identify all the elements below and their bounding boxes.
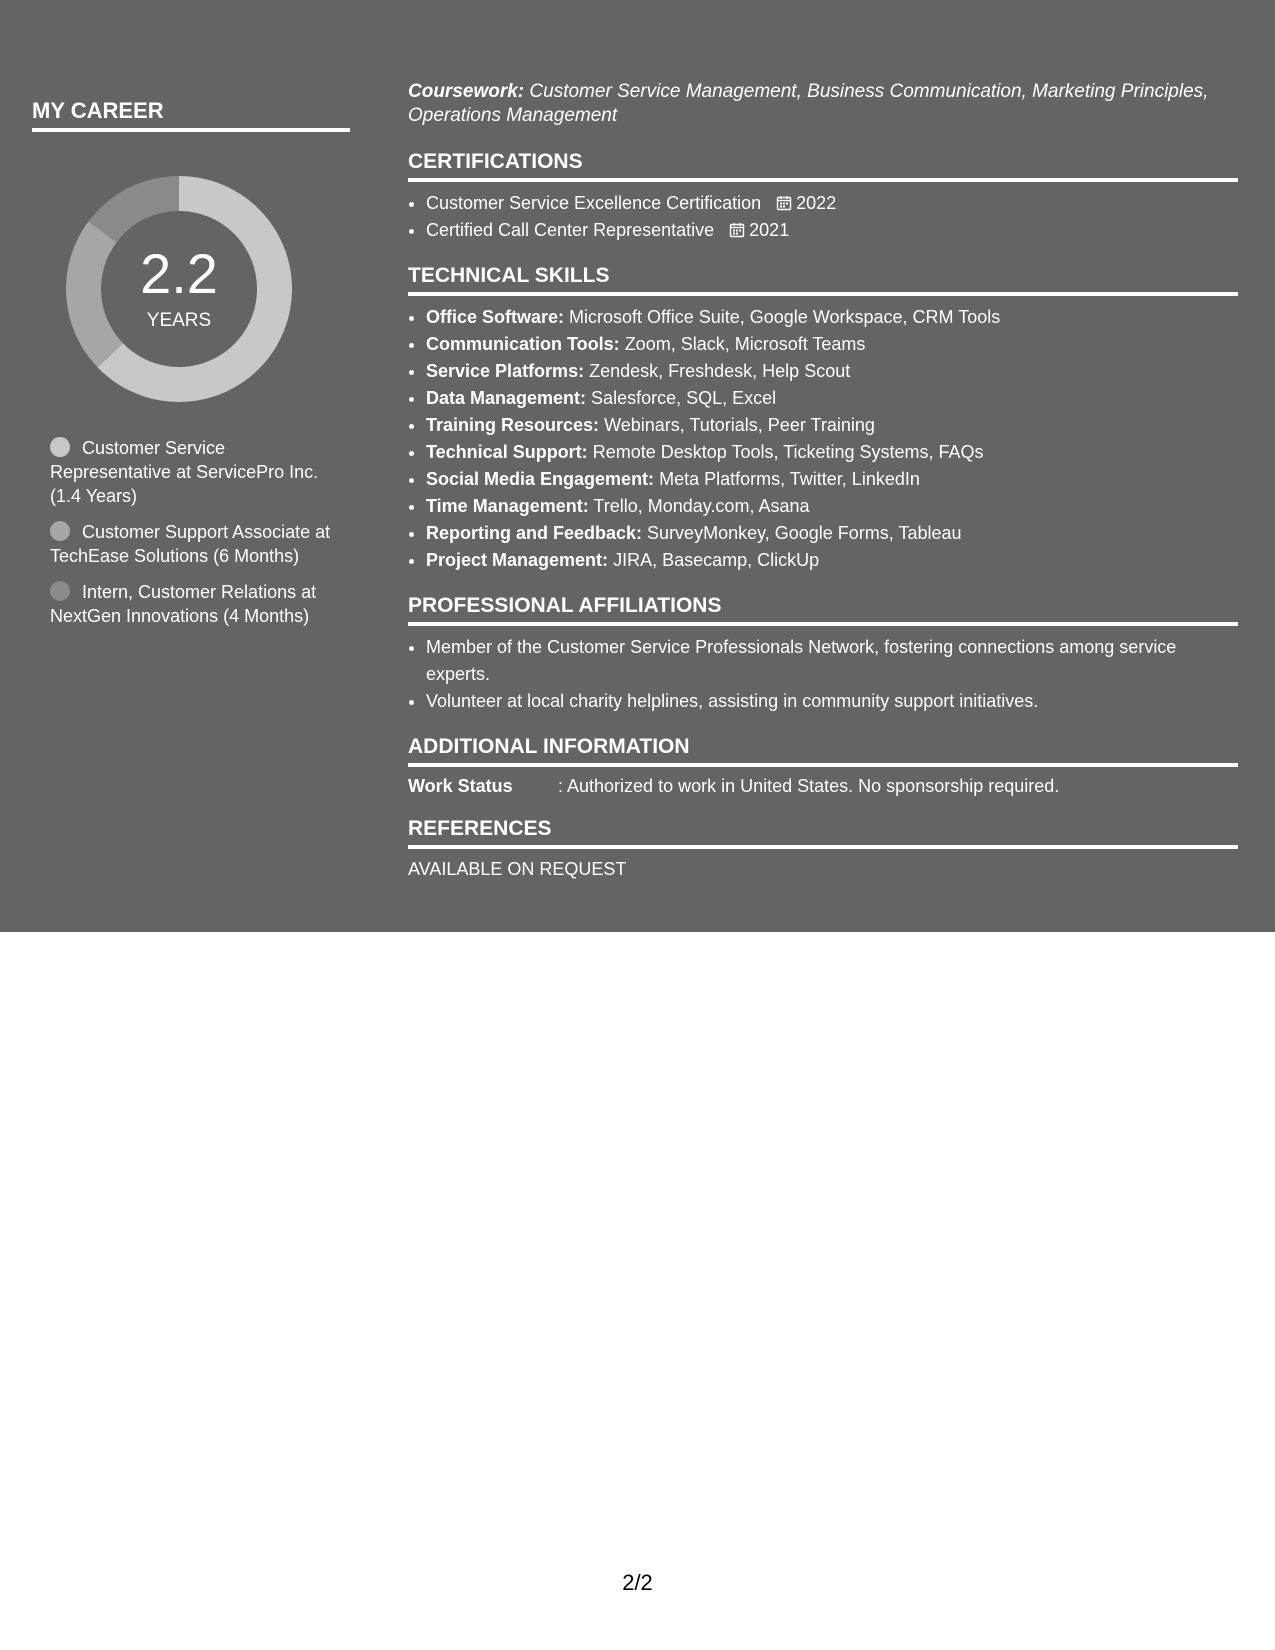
skill-label: Communication Tools:	[426, 334, 620, 354]
donut-total-unit: YEARS	[146, 310, 212, 331]
work-status-row	[408, 776, 1238, 797]
legend-item	[50, 580, 332, 628]
certification-year: 2021	[749, 220, 790, 240]
page-number: 2/2	[622, 1570, 653, 1595]
technical-skills-list	[408, 304, 1238, 574]
skill-item	[426, 385, 1238, 412]
legend-label: Intern, Customer Relations at NextGen Innovations (4 Months)	[50, 582, 317, 626]
skill-label: Technical Support:	[426, 442, 588, 462]
skill-value: Remote Desktop Tools, Ticketing Systems, FAQs	[592, 442, 984, 462]
career-column	[32, 98, 352, 640]
skill-value: Salesforce, SQL, Excel	[591, 388, 777, 408]
skill-value: Webinars, Tutorials, Peer Training	[604, 415, 875, 435]
skill-label: Office Software:	[426, 307, 565, 327]
career-title: MY CAREER	[32, 98, 350, 132]
additional-info-title: ADDITIONAL INFORMATION	[408, 735, 1238, 767]
certification-item	[426, 217, 1238, 244]
references-text: AVAILABLE ON REQUEST	[408, 859, 627, 879]
affiliation-item: • Volunteer at local charity helplines, assisting in community support initiatives.	[426, 688, 1238, 715]
skill-item	[426, 331, 1238, 358]
skill-value: Microsoft Office Suite, Google Workspace, CRM Tools	[569, 307, 1001, 327]
donut-total-value: 2.2	[140, 242, 218, 305]
certification-item	[426, 190, 1238, 217]
work-status-value: : Authorized to work in United States. No sponsorship required.	[558, 776, 1060, 796]
skill-label: Service Platforms:	[426, 361, 585, 381]
skill-item	[426, 466, 1238, 493]
skill-value: Zoom, Slack, Microsoft Teams	[624, 334, 866, 354]
affiliation-item: • Member of the Customer Service Professionals Network, fostering connections among service experts.	[426, 634, 1238, 688]
skill-item	[426, 412, 1238, 439]
skill-item	[426, 439, 1238, 466]
affiliations-title: PROFESSIONAL AFFILIATIONS	[408, 594, 1238, 626]
certification-year: 2022	[796, 193, 837, 213]
references-title: REFERENCES	[408, 817, 1238, 849]
skill-value: Meta Platforms, Twitter, LinkedIn	[659, 469, 920, 489]
skill-value: Zendesk, Freshdesk, Help Scout	[589, 361, 851, 381]
skill-value: SurveyMonkey, Google Forms, Tableau	[647, 523, 962, 543]
calendar-icon	[776, 195, 792, 211]
skill-label: Social Media Engagement:	[426, 469, 655, 489]
legend-dot	[50, 581, 70, 601]
skill-item	[426, 304, 1238, 331]
skill-value: Trello, Monday.com, Asana	[593, 496, 810, 516]
legend-label: Customer Support Associate at TechEase Solutions (6 Months)	[50, 522, 331, 566]
career-legend	[50, 436, 332, 628]
skill-label: Data Management:	[426, 388, 587, 408]
certification-name: Certified Call Center Representative	[426, 220, 715, 240]
skill-item	[426, 493, 1238, 520]
work-status-label: Work Status	[408, 776, 513, 796]
skill-label: Time Management:	[426, 496, 589, 516]
coursework	[408, 80, 1238, 128]
legend-item	[50, 436, 332, 508]
legend-item	[50, 520, 332, 568]
certification-name: Customer Service Excellence Certification	[426, 193, 762, 213]
calendar-icon	[729, 222, 745, 238]
certifications-title: CERTIFICATIONS	[408, 150, 1238, 182]
certifications-list	[408, 190, 1238, 244]
skill-label: Training Resources:	[426, 415, 600, 435]
technical-skills-title: TECHNICAL SKILLS	[408, 264, 1238, 296]
skill-label: Reporting and Feedback:	[426, 523, 643, 543]
skill-value: JIRA, Basecamp, ClickUp	[613, 550, 820, 570]
legend-dot	[50, 437, 70, 457]
skill-item	[426, 358, 1238, 385]
skill-item	[426, 547, 1238, 574]
skill-item	[426, 520, 1238, 547]
coursework-text: Customer Service Management, Business Communication, Marketing Principles, Operations Management	[408, 81, 1209, 126]
coursework-label: Coursework:	[408, 81, 525, 102]
legend-label: Customer Service Representative at ServicePro Inc. (1.4 Years)	[50, 438, 319, 506]
career-donut-chart	[66, 176, 292, 402]
details-column	[408, 80, 1238, 880]
affiliations-list	[408, 634, 1238, 715]
skill-label: Project Management:	[426, 550, 609, 570]
legend-dot	[50, 521, 70, 541]
